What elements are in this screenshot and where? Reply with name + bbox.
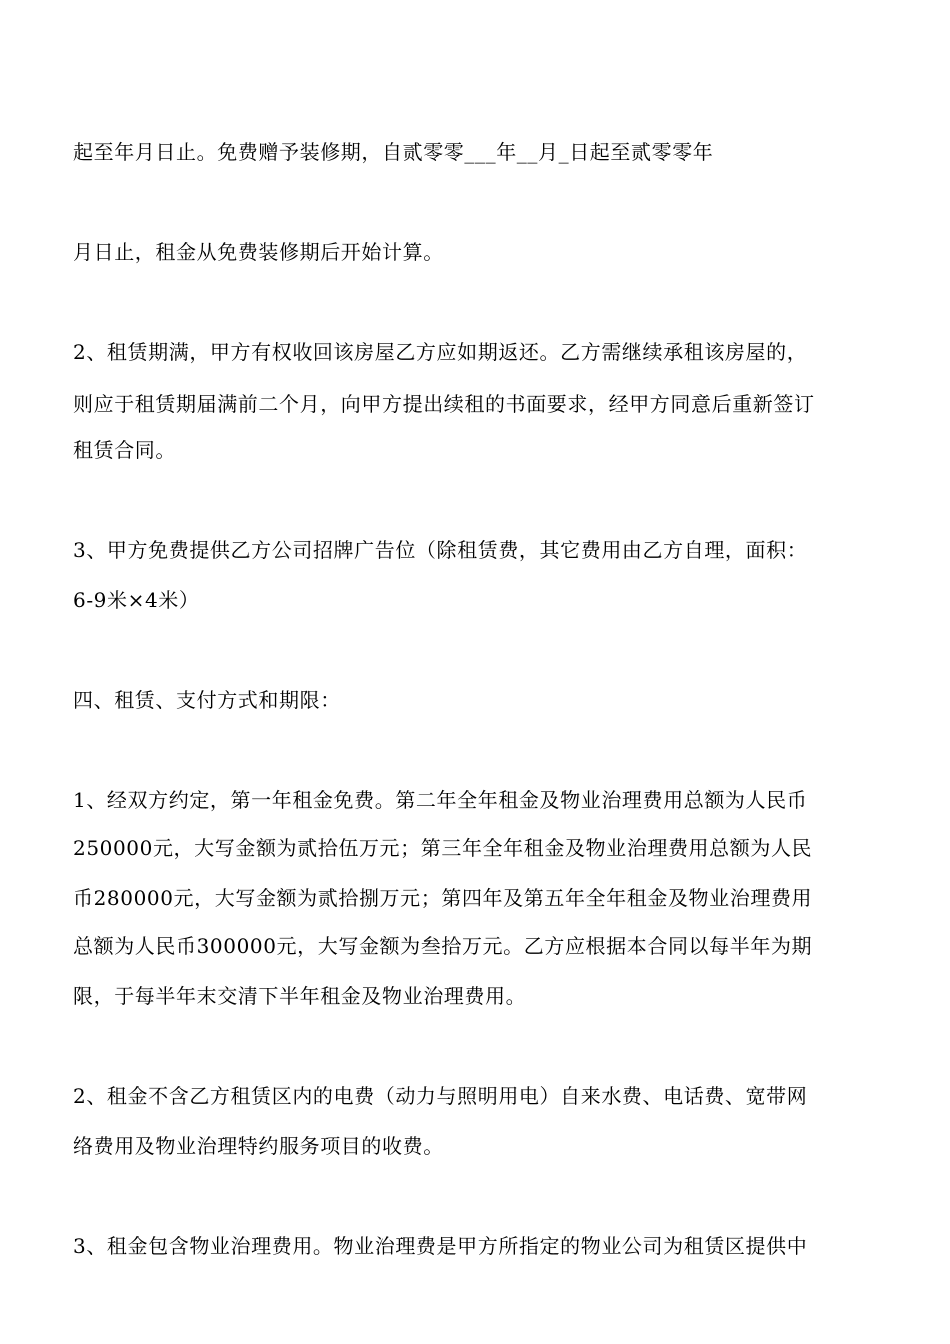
text-line: 租赁合同。 xyxy=(73,438,176,462)
text-line: 6-9米×4米） xyxy=(73,588,200,612)
text-line: 则应于租赁期届满前二个月，向甲方提出续租的书面要求，经甲方同意后重新签订 xyxy=(73,392,815,416)
text-line: 1、经双方约定，第一年租金免费。第二年全年租金及物业治理费用总额为人民币 xyxy=(73,788,808,812)
text-line: 250000元，大写金额为贰拾伍万元；第三年全年租金及物业治理费用总额为人民 xyxy=(73,836,813,860)
text-line: 3、甲方免费提供乙方公司招牌广告位（除租赁费，其它费用由乙方自理，面积： xyxy=(73,538,808,562)
section-heading: 四、租赁、支付方式和期限： xyxy=(73,688,341,712)
text-line: 络费用及物业治理特约服务项目的收费。 xyxy=(73,1134,444,1158)
text-line: 币280000元，大写金额为贰拾捌万元；第四年及第五年全年租金及物业治理费用 xyxy=(73,886,813,910)
text-line: 3、租金包含物业治理费用。物业治理费是甲方所指定的物业公司为租赁区提供中 xyxy=(73,1234,808,1258)
text-line: 2、租金不含乙方租赁区内的电费（动力与照明用电）自来水费、电话费、宽带网 xyxy=(73,1084,808,1108)
text-line: 限，于每半年末交清下半年租金及物业治理费用。 xyxy=(73,984,527,1008)
text-line: 起至年月日止。免费赠予装修期，自贰零零___年__月_日起至贰零零年 xyxy=(73,140,714,164)
text-line: 2、租赁期满，甲方有权收回该房屋乙方应如期返还。乙方需继续承租该房屋的， xyxy=(73,340,808,364)
text-line: 总额为人民币300000元，大写金额为叁拾万元。乙方应根据本合同以每半年为期 xyxy=(73,934,813,958)
text-line: 月日止，租金从免费装修期后开始计算。 xyxy=(73,240,444,264)
